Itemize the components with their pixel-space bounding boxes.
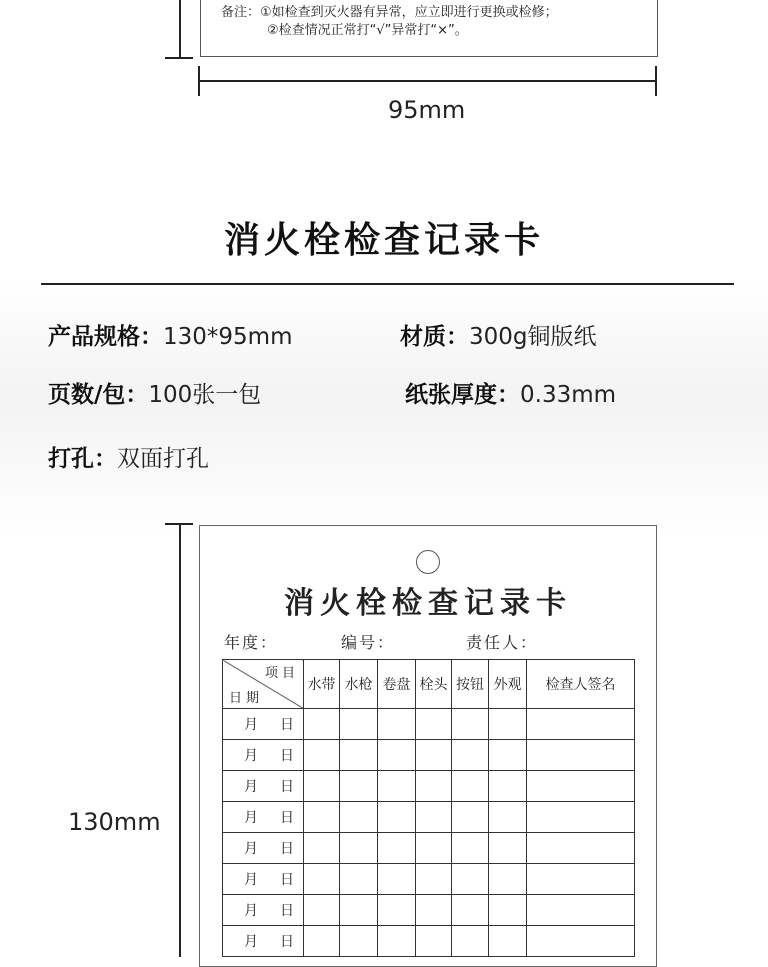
section-title: 消火栓检查记录卡 xyxy=(223,220,544,261)
punch-hole xyxy=(416,550,440,574)
check-cell xyxy=(416,802,452,833)
month-label: 月 xyxy=(244,717,258,733)
check-cell xyxy=(340,833,378,864)
card-title: 消火栓检查记录卡 xyxy=(284,586,572,621)
title-divider xyxy=(41,283,734,285)
day-label: 日 xyxy=(280,903,294,919)
side-height-line xyxy=(179,523,181,957)
check-cell xyxy=(378,926,416,957)
table-row xyxy=(223,771,635,802)
check-cell xyxy=(340,771,378,802)
note-line-1: 备注：①如检查到灭火器有异常，应立即进行更换或检修； xyxy=(221,5,558,20)
check-cell xyxy=(527,833,635,864)
date-cell xyxy=(223,740,304,771)
check-cell xyxy=(304,771,340,802)
check-cell xyxy=(489,926,527,957)
note-line-2: ②检查情况正常打“√”异常打“×”。 xyxy=(267,23,468,38)
day-label: 日 xyxy=(280,872,294,888)
month-label: 月 xyxy=(244,810,258,826)
spec-pack-label: 页数/包： xyxy=(48,382,149,408)
day-label: 日 xyxy=(280,810,294,826)
table-row xyxy=(223,864,635,895)
number-label: 编号： xyxy=(341,633,396,652)
day-label: 日 xyxy=(280,841,294,857)
check-cell xyxy=(378,740,416,771)
width-dimension-label: 95mm xyxy=(388,96,466,124)
check-cell xyxy=(489,864,527,895)
check-cell xyxy=(304,926,340,957)
corner-header-cell xyxy=(223,660,304,709)
check-cell xyxy=(340,709,378,740)
check-cell xyxy=(527,709,635,740)
responsible-person-label: 责任人： xyxy=(466,633,539,652)
check-cell xyxy=(527,740,635,771)
table-header-row xyxy=(223,660,635,709)
day-label: 日 xyxy=(280,934,294,950)
width-dimension-line xyxy=(198,80,657,82)
date-cell xyxy=(223,771,304,802)
check-cell xyxy=(340,864,378,895)
check-cell xyxy=(416,864,452,895)
check-cell xyxy=(489,740,527,771)
check-cell xyxy=(416,740,452,771)
month-label: 月 xyxy=(244,841,258,857)
check-cell xyxy=(452,771,489,802)
check-cell xyxy=(340,740,378,771)
check-cell xyxy=(416,709,452,740)
top-height-tick xyxy=(165,57,193,59)
check-cell xyxy=(452,740,489,771)
check-cell xyxy=(304,802,340,833)
corner-date-label: 日期 xyxy=(229,691,264,706)
spec-hole-value: 双面打孔 xyxy=(117,446,209,472)
check-cell xyxy=(304,740,340,771)
month-label: 月 xyxy=(244,748,258,764)
check-cell xyxy=(489,895,527,926)
date-cell xyxy=(223,926,304,957)
check-cell xyxy=(489,709,527,740)
column-header: 水枪 xyxy=(340,660,378,709)
check-cell xyxy=(378,802,416,833)
column-header: 卷盘 xyxy=(378,660,416,709)
inspection-table xyxy=(222,659,635,957)
check-cell xyxy=(304,895,340,926)
check-cell xyxy=(378,864,416,895)
check-cell xyxy=(340,895,378,926)
check-cell xyxy=(527,802,635,833)
column-header: 检查人签名 xyxy=(527,660,635,709)
check-cell xyxy=(378,771,416,802)
check-cell xyxy=(452,709,489,740)
table-row xyxy=(223,740,635,771)
top-card-preview xyxy=(200,0,658,57)
date-cell xyxy=(223,895,304,926)
check-cell xyxy=(527,771,635,802)
spec-hole-label: 打孔： xyxy=(48,446,117,472)
check-cell xyxy=(304,833,340,864)
check-cell xyxy=(489,802,527,833)
check-cell xyxy=(527,864,635,895)
spec-thickness xyxy=(405,376,616,409)
column-header: 水带 xyxy=(304,660,340,709)
check-cell xyxy=(452,926,489,957)
spec-pack-value: 100张一包 xyxy=(148,382,262,408)
check-cell xyxy=(452,802,489,833)
table-row xyxy=(223,926,635,957)
date-cell xyxy=(223,802,304,833)
check-cell xyxy=(340,926,378,957)
check-cell xyxy=(304,864,340,895)
column-header: 栓头 xyxy=(416,660,452,709)
table-body xyxy=(223,709,635,957)
day-label: 日 xyxy=(280,717,294,733)
year-label: 年度： xyxy=(224,633,279,652)
day-label: 日 xyxy=(280,748,294,764)
check-cell xyxy=(416,833,452,864)
spec-material-value: 300g铜版纸 xyxy=(469,324,597,350)
month-label: 月 xyxy=(244,903,258,919)
spec-material-label: 材质： xyxy=(400,324,469,350)
check-cell xyxy=(489,833,527,864)
check-cell xyxy=(416,895,452,926)
spec-thickness-value: 0.33mm xyxy=(520,382,617,408)
spec-hole xyxy=(48,440,209,473)
check-cell xyxy=(489,771,527,802)
check-cell xyxy=(452,833,489,864)
check-cell xyxy=(527,926,635,957)
spec-material xyxy=(400,318,597,351)
spec-thickness-label: 纸张厚度： xyxy=(405,382,520,408)
check-cell xyxy=(378,709,416,740)
table-row xyxy=(223,833,635,864)
check-cell xyxy=(378,833,416,864)
check-cell xyxy=(452,895,489,926)
top-height-line xyxy=(179,0,181,58)
spec-pack xyxy=(48,376,261,409)
month-label: 月 xyxy=(244,872,258,888)
check-cell xyxy=(452,864,489,895)
side-dimension-label: 130mm xyxy=(68,808,161,836)
check-cell xyxy=(527,895,635,926)
day-label: 日 xyxy=(280,779,294,795)
table-row xyxy=(223,802,635,833)
check-cell xyxy=(416,771,452,802)
spec-size-value: 130*95mm xyxy=(163,324,293,350)
column-header: 外观 xyxy=(489,660,527,709)
check-cell xyxy=(416,926,452,957)
date-cell xyxy=(223,709,304,740)
month-label: 月 xyxy=(244,779,258,795)
inspection-card xyxy=(199,525,657,967)
table-row xyxy=(223,895,635,926)
spec-size xyxy=(48,318,292,351)
corner-item-label: 项目 xyxy=(264,666,299,681)
date-cell xyxy=(223,833,304,864)
column-header: 按钮 xyxy=(452,660,489,709)
date-cell xyxy=(223,864,304,895)
spec-size-label: 产品规格： xyxy=(48,324,163,350)
check-cell xyxy=(378,895,416,926)
table-row xyxy=(223,709,635,740)
check-cell xyxy=(304,709,340,740)
check-cell xyxy=(340,802,378,833)
month-label: 月 xyxy=(244,934,258,950)
